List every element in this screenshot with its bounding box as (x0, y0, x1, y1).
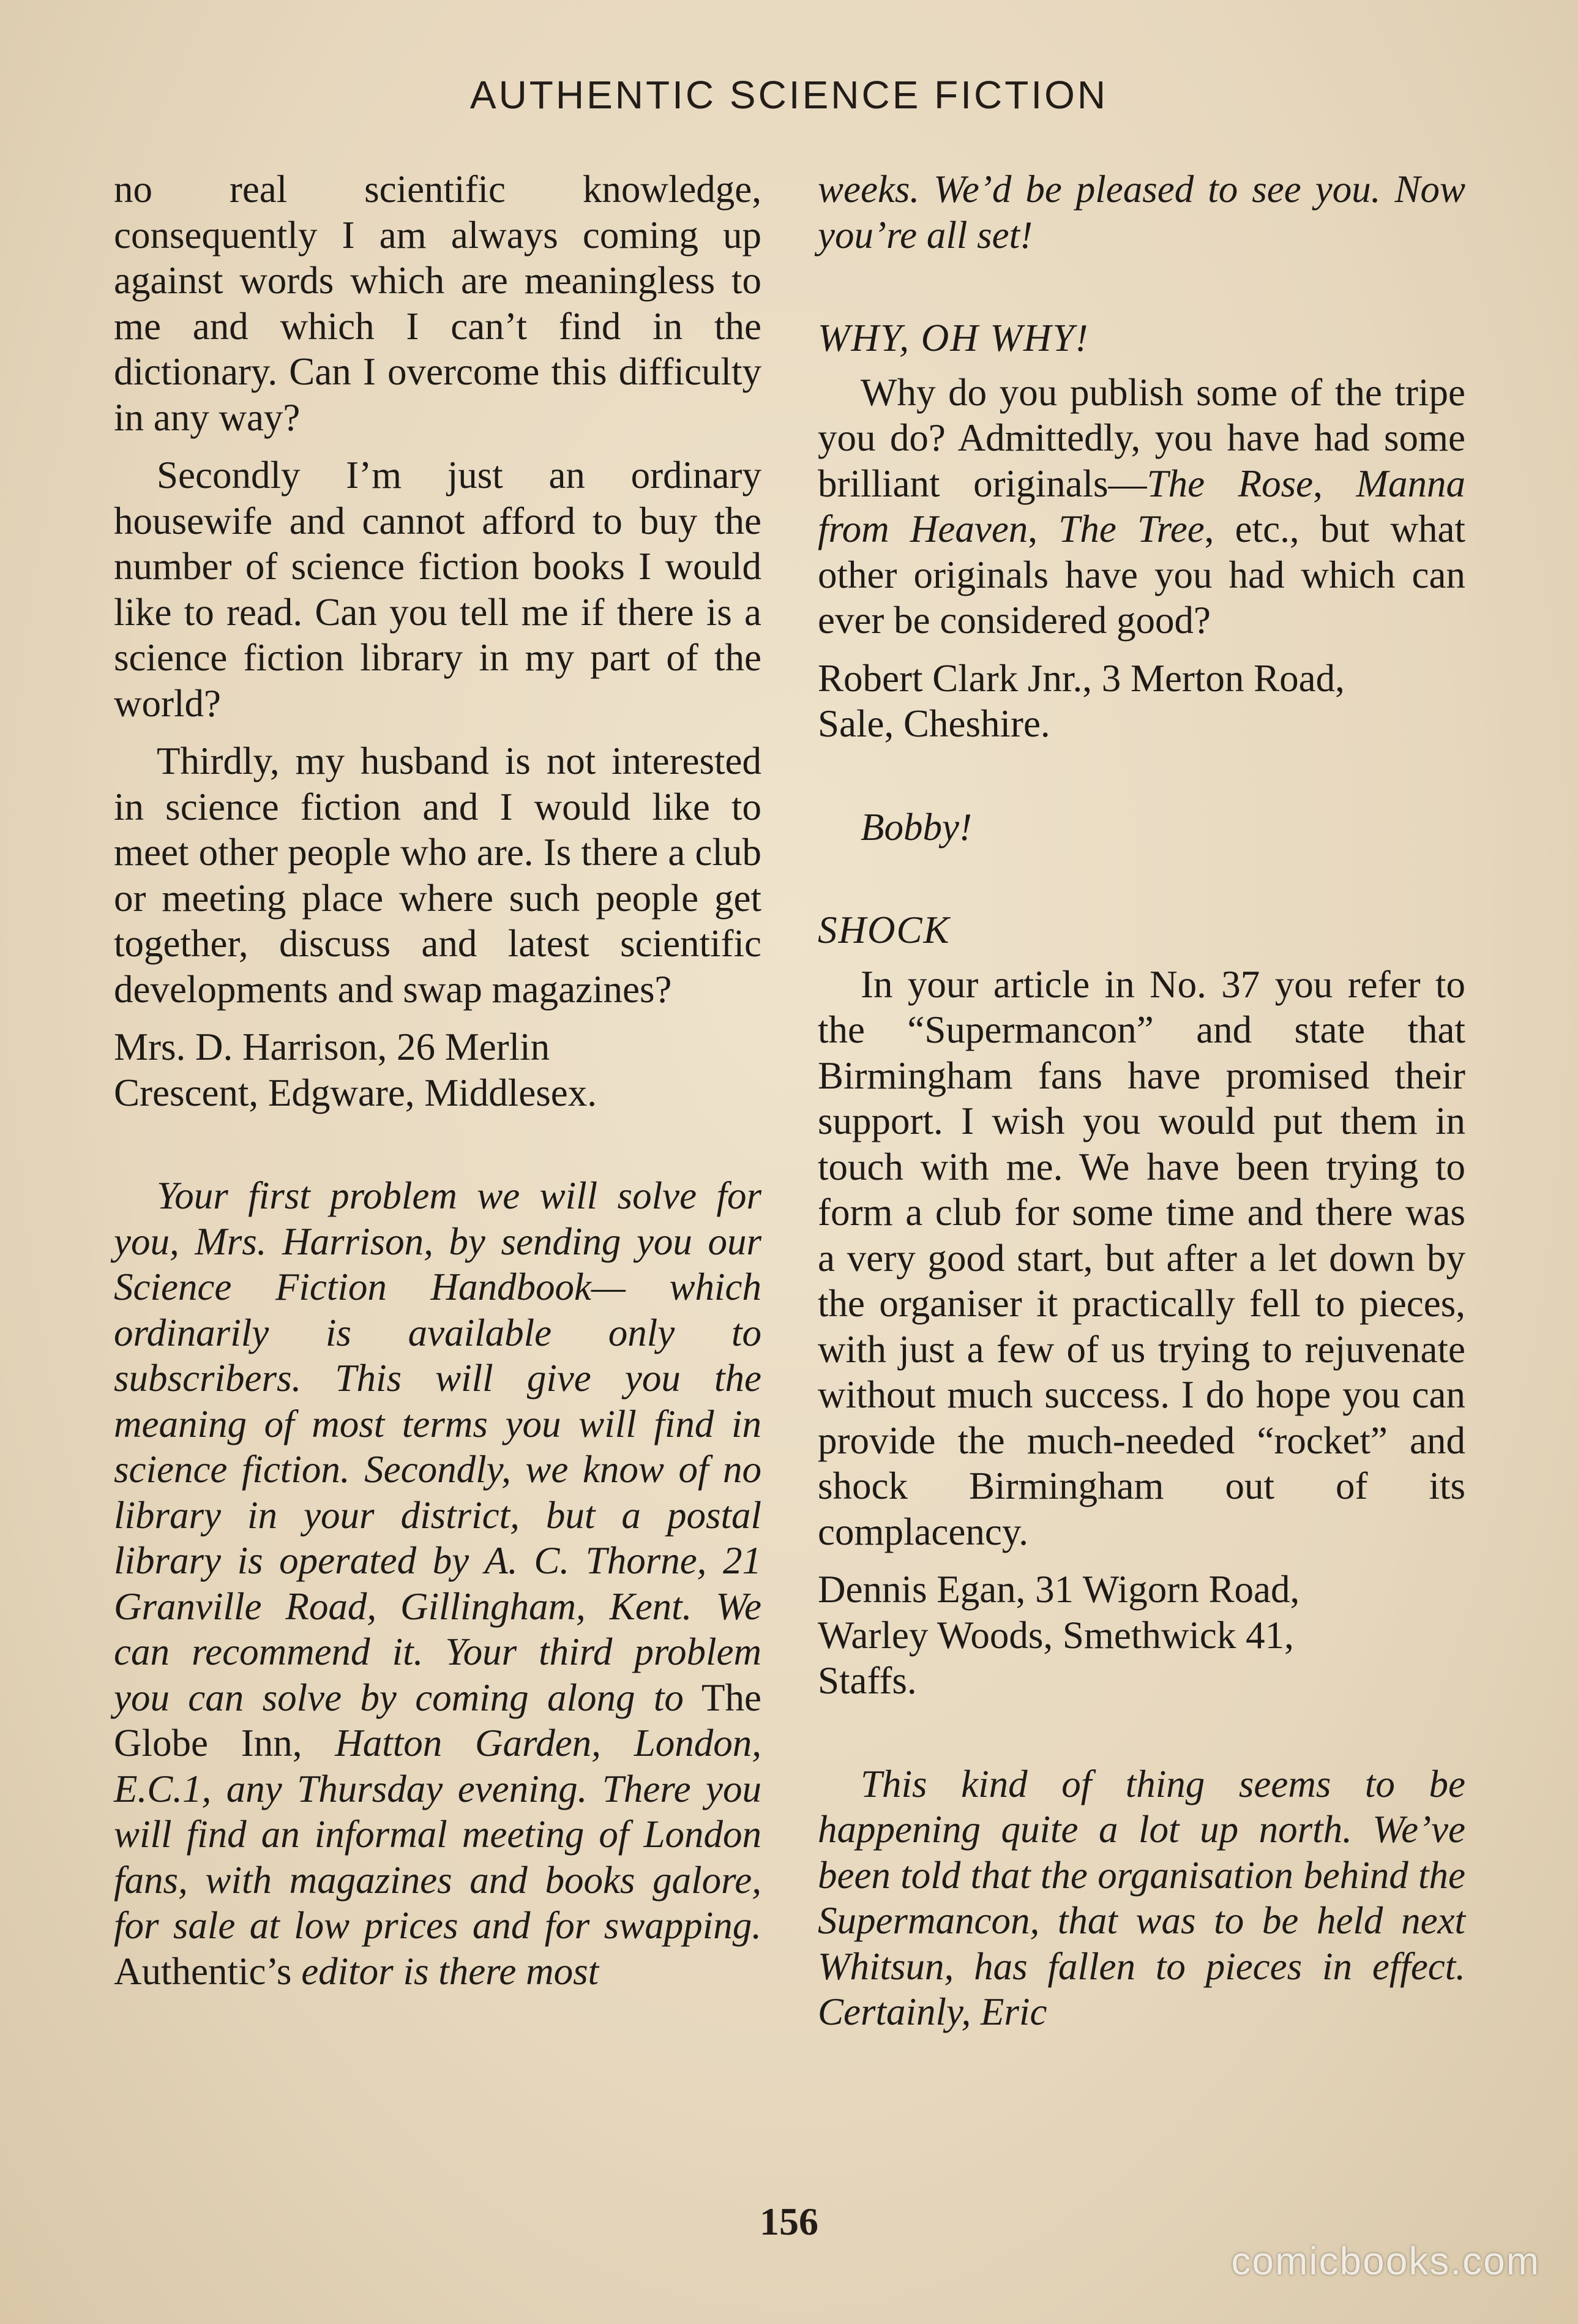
signature-line: Staffs. (818, 1659, 917, 1702)
reply-text-roman: Authentic’s (114, 1949, 302, 1993)
signature-line: Dennis Egan, 31 Wigorn Road, (818, 1568, 1300, 1611)
reply-text-roman: The Globe Inn, (114, 1676, 761, 1764)
story-title: The Rose (1146, 462, 1314, 505)
letter-signature (114, 1024, 761, 1115)
signature-line: Crescent, Edgware, Middlesex. (114, 1071, 597, 1114)
letter-text: , (1313, 462, 1356, 505)
letter-continued-paragraph: no real scientific knowledge, consequently I am always coming up against words which are meaningless to me and which I can’t find in the dictionary. Can I overcome this difficulty in any way? (114, 168, 761, 439)
signature-line: Mrs. D. Harrison, 26 Merlin (114, 1025, 550, 1068)
signature-line: Sale, Cheshire. (818, 702, 1050, 745)
letter-paragraph-secondly: Secondly I’m just an ordinary housewife and cannot afford to buy the number of science fiction books I would like to read. Can you tell me if there is a science fiction library in my part of the world? (114, 454, 761, 725)
letter-shock: In your article in No. 37 you refer to the “Supermancon” and state that Birmingham fans have promised their support. I wish you would put them in touch with me. We have been trying to form a club for some time and there was a very good start, but after a let down by the organiser it practically fell to pieces, with just a few of us trying to rejuvenate without much success. I do hope you can provide the much-needed “rocket” and shock Birmingham out of its complacency. (818, 962, 1465, 1553)
right-column (818, 167, 1465, 2035)
reply-text: editor is there most (301, 1949, 599, 1993)
letter-signature (818, 1567, 1465, 1704)
editor-reply-bobby: Bobby! (861, 805, 972, 849)
signature-line: Warley Woods, Smethwick 41, (818, 1613, 1294, 1657)
letter-signature (818, 656, 1465, 747)
watermark: comicbooks.com (1231, 2239, 1540, 2283)
letter-paragraph-thirdly: Thirdly, my husband is not interested in science fiction and I would like to meet other people who are. Is there a club or meeting place where such people get together, discuss and latest scientific developments and swap magazines? (114, 740, 761, 1011)
letter-text: Why do you publish some of the tripe you do? Admittedly, you have had some brilliant originals— (818, 370, 1465, 505)
editor-reply-shock: This kind of thing seems to be happening quite a lot up north. We’ve been told that the organisation behind the Supermancon, that was to be held next Whitsun, has fallen to pieces in effect. Certainly, Eric (818, 1762, 1465, 2033)
reply-text: Your first problem we will solve for you, Mrs. Harrison, by sending you our Science Fiction Handbook— which ordinarily is available only to subscribers. This will give you the meaning of most terms you will find in science fiction. Secondly, we know of no library in your district, but a postal library is operated by A. C. Thorne, 21 Granville Road, Gillingham, Kent. We can recommend it. Your third problem you can solve by coming along to (114, 1174, 761, 1719)
editor-reply-continued: weeks. We’d be pleased to see you. Now you’re all set! (818, 168, 1465, 257)
story-title: Manna from Heaven (818, 462, 1466, 550)
story-title: The Tree (1058, 508, 1205, 550)
left-column (114, 167, 761, 1994)
running-header: AUTHENTIC SCIENCE FICTION (469, 73, 1109, 117)
signature-line: Robert Clark Jnr., 3 Merton Road, (818, 656, 1345, 700)
letter-text: , (1028, 508, 1059, 550)
section-heading-why-oh-why: WHY, OH WHY! (818, 317, 1090, 359)
section-heading-shock: SHOCK (818, 909, 951, 951)
letter-text: , etc., but what other originals have you had which can ever be considered good? (818, 508, 1465, 642)
letter-why-oh-why (818, 370, 1465, 643)
editor-reply-harrison (114, 1173, 761, 1994)
reply-text: Hatton Garden, London, E.C.1, any Thursday evening. There you will find an informal meeting of London fans, with magazines and books galore, for sale at low prices and for swapping. (114, 1722, 761, 1947)
page-number: 156 (760, 2200, 818, 2243)
